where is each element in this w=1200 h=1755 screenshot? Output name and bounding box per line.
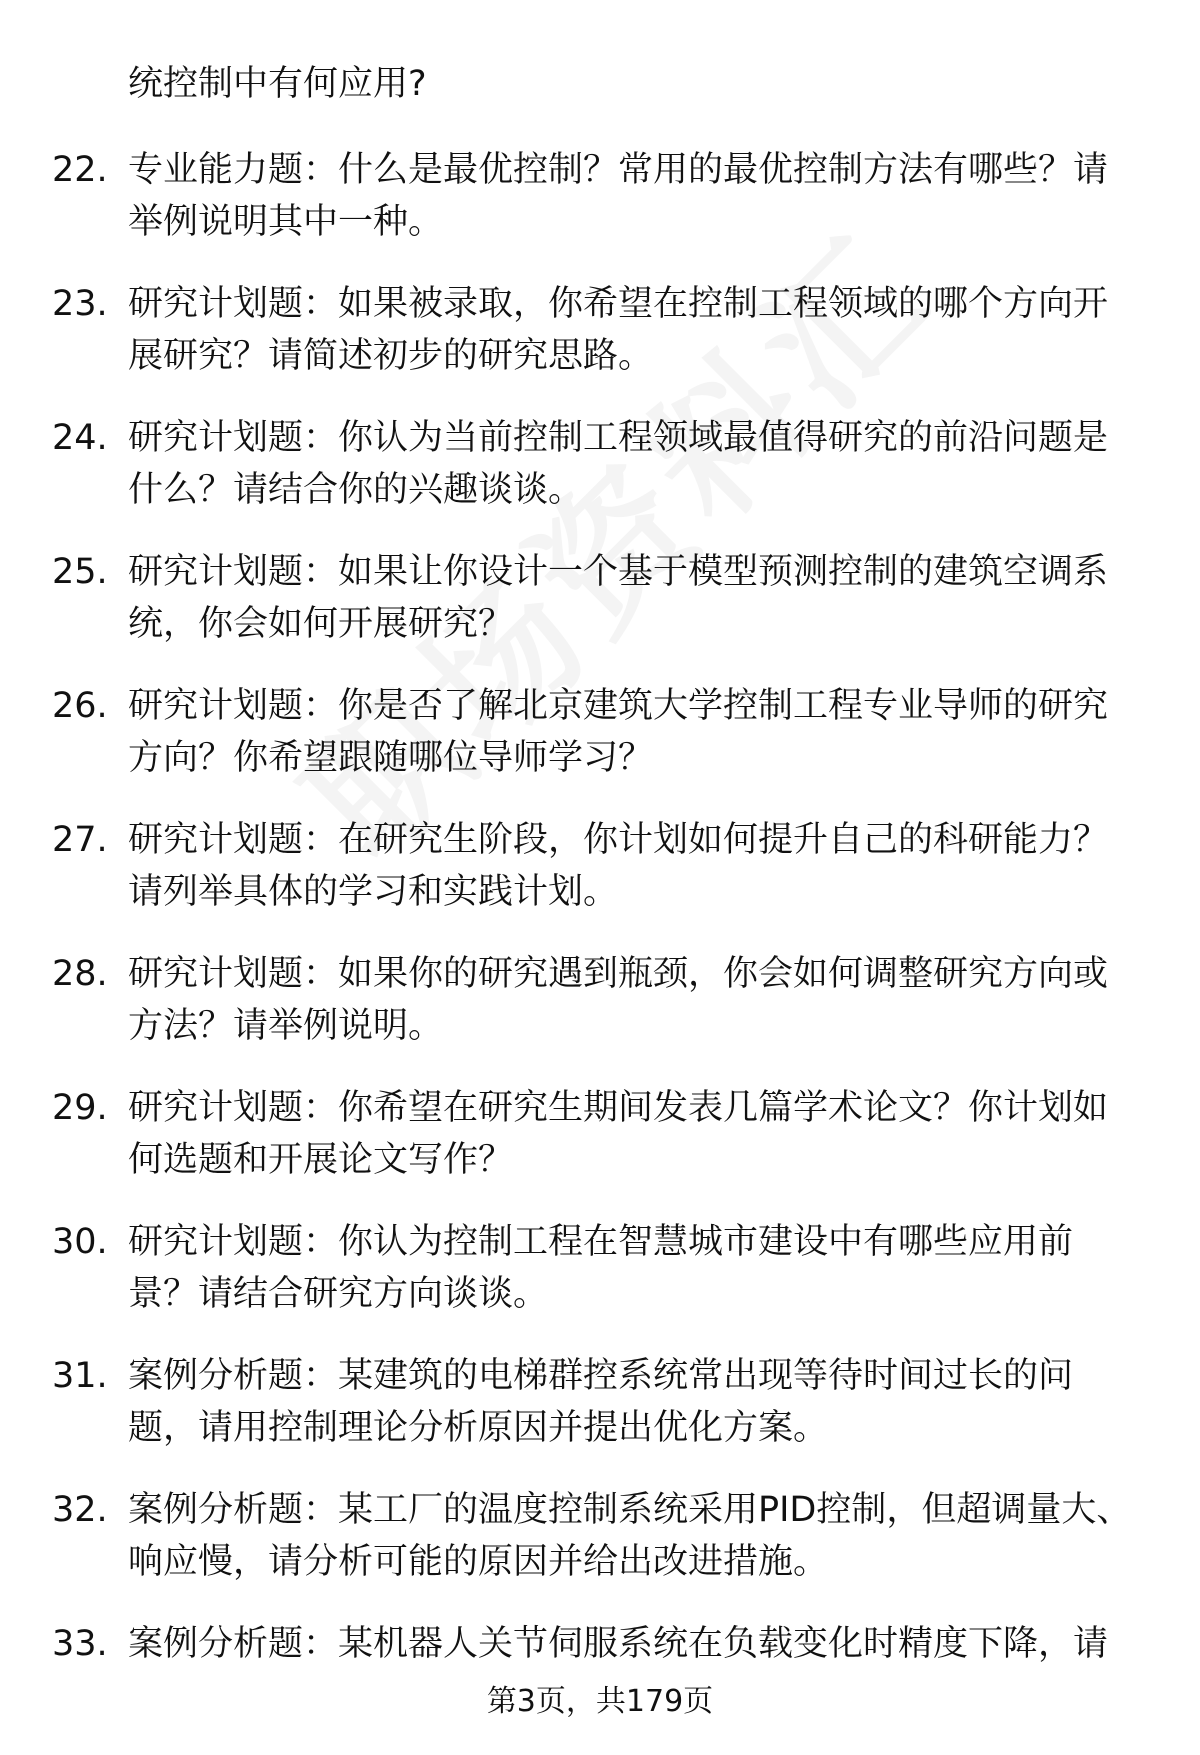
item-number: 22. bbox=[52, 150, 108, 190]
item-text: 研究计划题：在研究生阶段，你计划如何提升自己的科研能力？请列举具体的学习和实践计划。 bbox=[128, 820, 1109, 912]
item-text: 研究计划题：你是否了解北京建筑大学控制工程专业导师的研究方向？你希望跟随哪位导师学习？ bbox=[128, 686, 1109, 778]
item-number: 29. bbox=[52, 1088, 108, 1128]
item-text: 研究计划题：如果让你设计一个基于模型预测控制的建筑空调系统，你会如何开展研究？ bbox=[128, 552, 1109, 644]
item-number: 32. bbox=[52, 1490, 108, 1530]
item-number: 31. bbox=[52, 1356, 108, 1396]
item-number: 24. bbox=[52, 418, 108, 458]
question-list bbox=[0, 144, 1200, 1700]
list-item bbox=[0, 144, 1138, 248]
list-item bbox=[0, 814, 1138, 918]
list-item bbox=[0, 948, 1138, 1052]
item-number: 25. bbox=[52, 552, 108, 592]
item-number: 26. bbox=[52, 686, 108, 726]
list-item bbox=[0, 1350, 1138, 1454]
item-text: 案例分析题：某机器人关节伺服系统在负载变化时精度下降，请 bbox=[128, 1624, 1109, 1664]
list-item bbox=[0, 278, 1138, 382]
continuation-text: 统控制中有何应用? bbox=[128, 64, 427, 104]
item-text: 案例分析题：某工厂的温度控制系统采用PID控制，但超调量大、响应慢，请分析可能的原因并给出改进措施。 bbox=[128, 1490, 1132, 1582]
list-item bbox=[0, 680, 1138, 784]
item-text: 研究计划题：你希望在研究生期间发表几篇学术论文？你计划如何选题和开展论文写作？ bbox=[128, 1088, 1109, 1180]
item-text: 研究计划题：如果被录取，你希望在控制工程领域的哪个方向开展研究？请简述初步的研究思路。 bbox=[128, 284, 1109, 376]
item-text: 研究计划题：你认为当前控制工程领域最值得研究的前沿问题是什么？请结合你的兴趣谈谈。 bbox=[128, 418, 1109, 510]
list-item bbox=[0, 1216, 1138, 1320]
page-footer: 第3页，共179页 bbox=[486, 1684, 714, 1719]
list-item bbox=[0, 412, 1138, 516]
item-text: 案例分析题：某建筑的电梯群控系统常出现等待时间过长的问题，请用控制理论分析原因并提出优化方案。 bbox=[128, 1356, 1074, 1448]
item-text: 研究计划题：如果你的研究遇到瓶颈，你会如何调整研究方向或方法？请举例说明。 bbox=[128, 954, 1109, 1046]
list-item bbox=[0, 546, 1138, 650]
item-text: 研究计划题：你认为控制工程在智慧城市建设中有哪些应用前景？请结合研究方向谈谈。 bbox=[128, 1222, 1074, 1314]
item-number: 33. bbox=[52, 1624, 108, 1664]
list-item bbox=[0, 1618, 1138, 1670]
item-number: 28. bbox=[52, 954, 108, 994]
item-number: 23. bbox=[52, 284, 108, 324]
list-item bbox=[0, 1484, 1138, 1588]
item-number: 27. bbox=[52, 820, 108, 860]
item-text: 专业能力题：什么是最优控制？常用的最优控制方法有哪些？请举例说明其中一种。 bbox=[128, 150, 1109, 242]
list-item bbox=[0, 1082, 1138, 1186]
item-number: 30. bbox=[52, 1222, 108, 1262]
